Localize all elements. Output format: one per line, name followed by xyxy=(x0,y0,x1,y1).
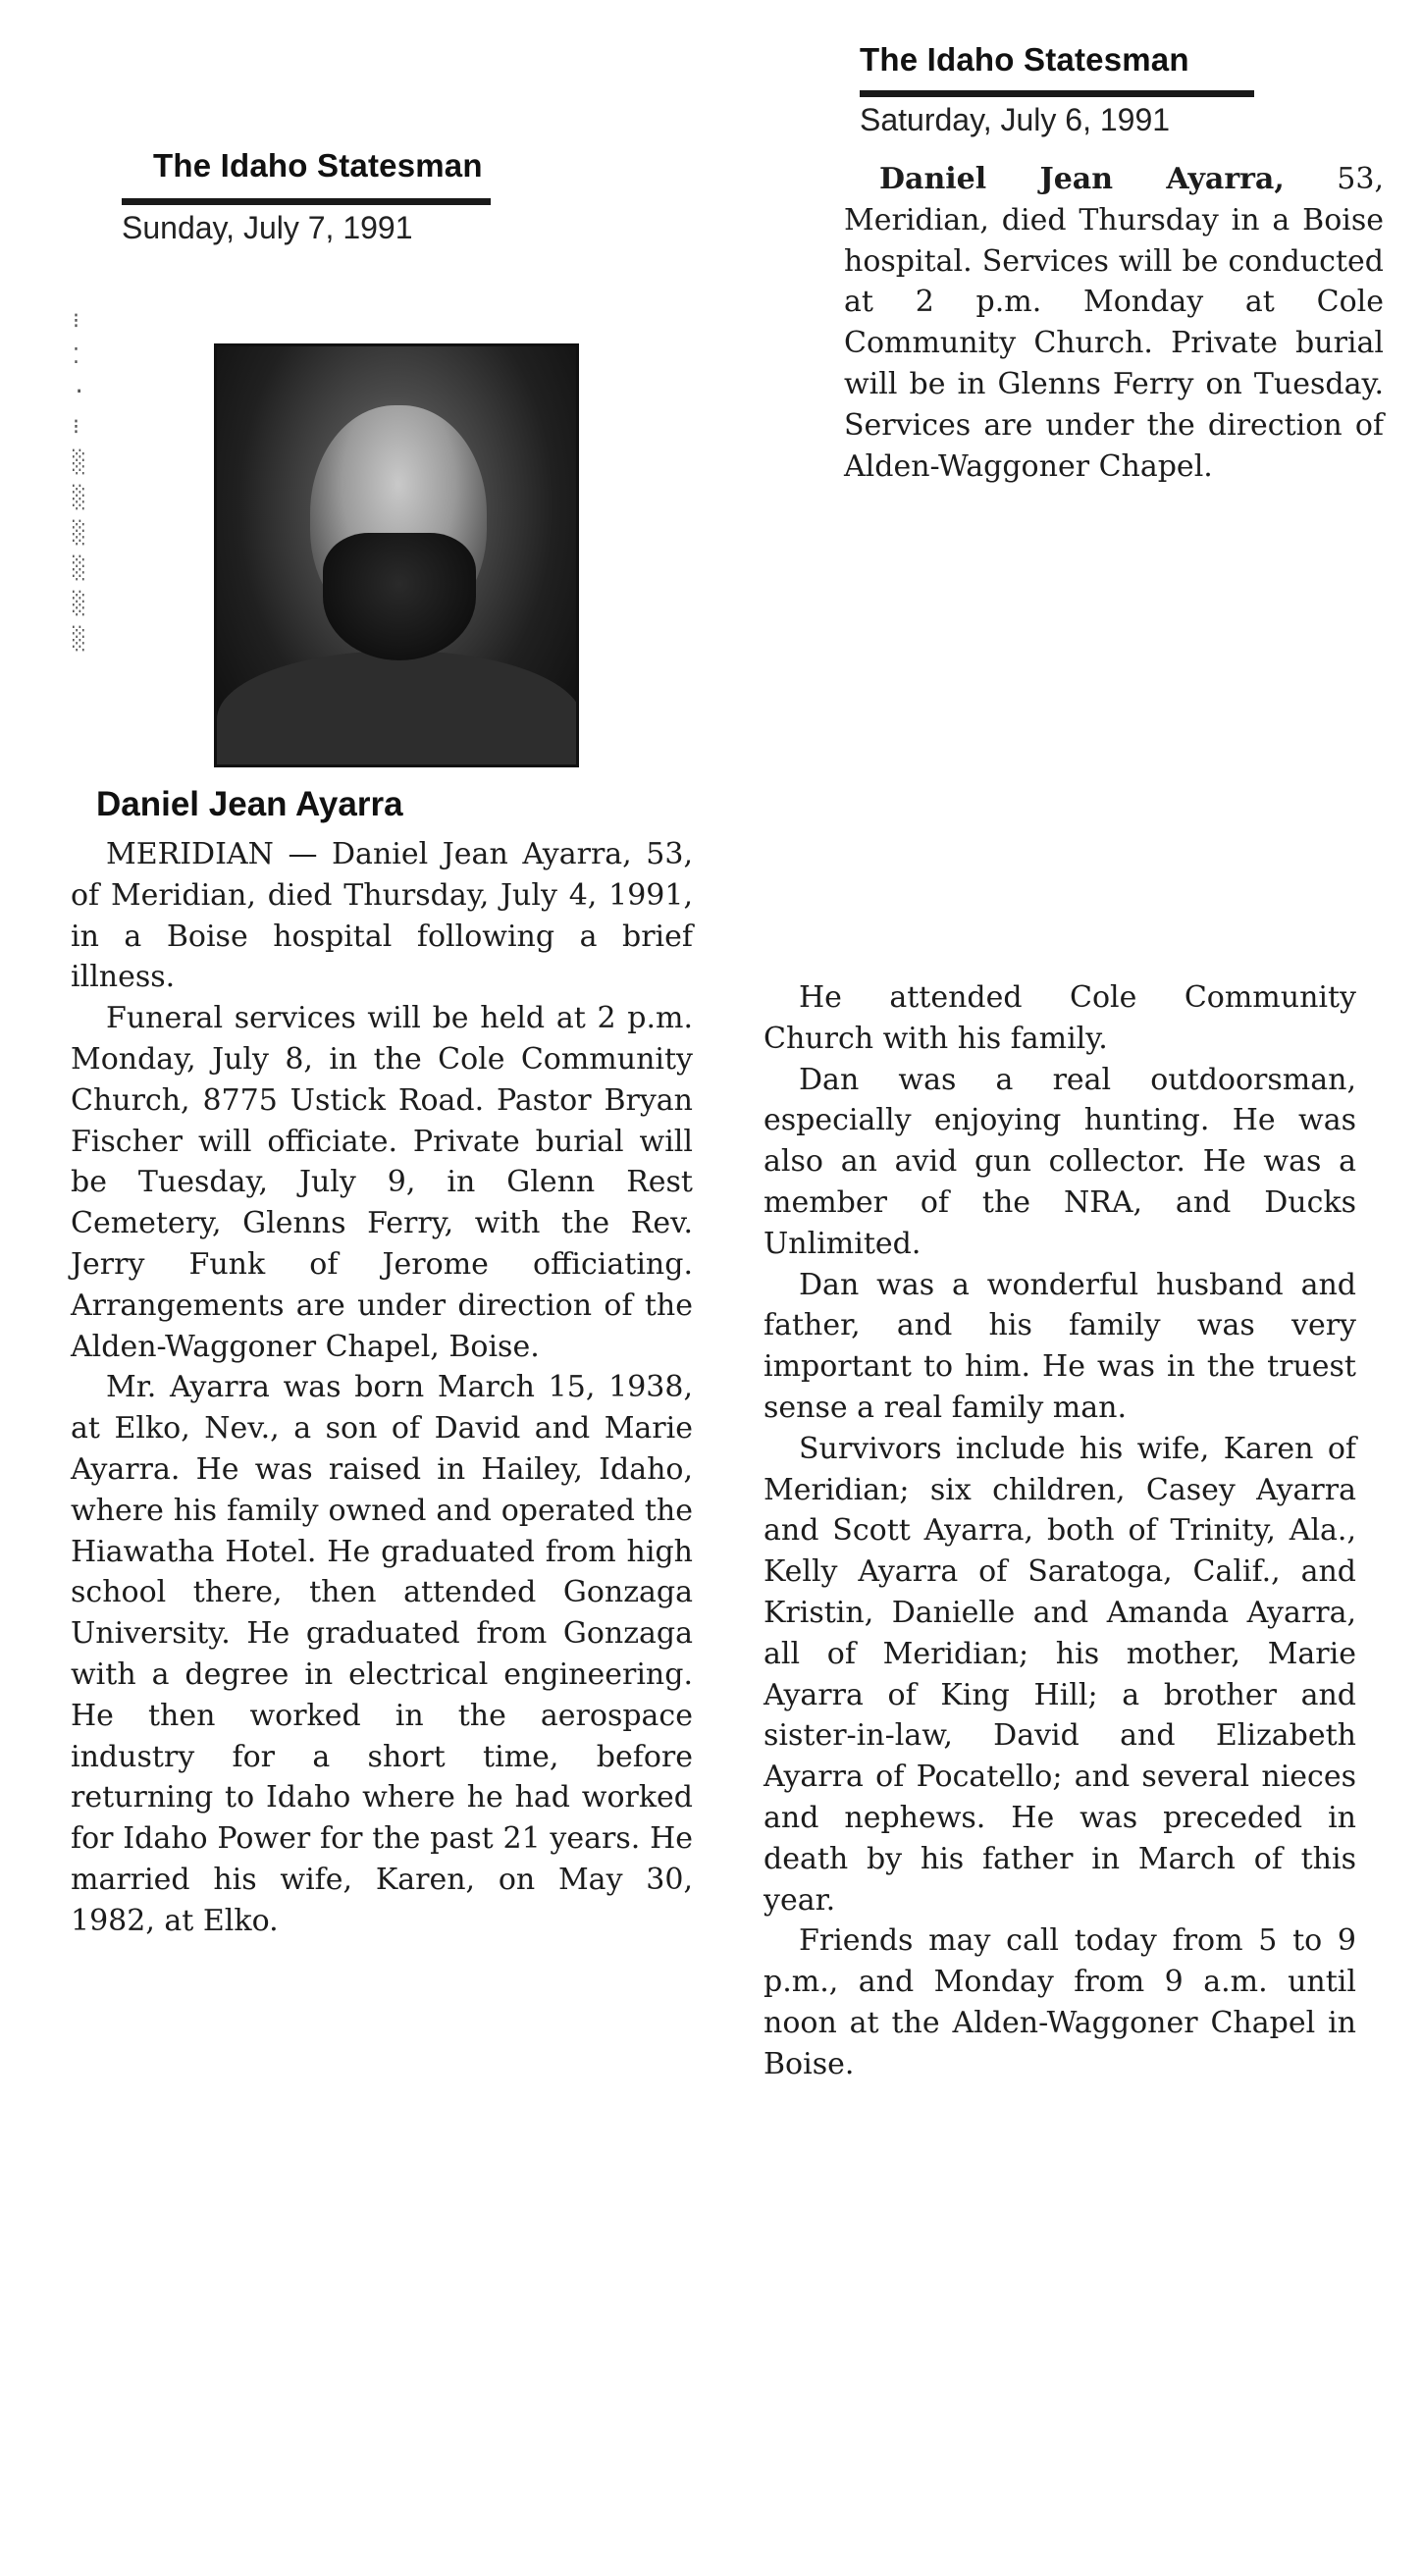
obituary-headline: Daniel Jean Ayarra xyxy=(96,785,403,823)
issue-date: Saturday, July 6, 1991 xyxy=(860,102,1171,137)
margin-debris: ⁝ ⁚ · ⁝ ░ ░ ░ ░ ░ ░ xyxy=(73,309,86,652)
masthead-rule xyxy=(122,198,491,205)
obituary-paragraph: He attended Cole Community Church with his family. xyxy=(764,980,1356,1056)
obituary-paragraph: Survivors include his wife, Karen of Meridian; six children, Casey Ayarra and Scott Ayarra, both of Trinity, Ala., Kelly Ayarra of Saratoga, Calif., and Kristin, Danielle and Amanda Ayarra, all of Meridian; his mother, Marie Ayarra of King Hill; a brother and sister-in-law, David and Elizabeth Ayarra of Pocatello; and several nieces and nephews. He was preceded in death by his father in March of this year. xyxy=(764,1431,1356,1918)
portrait-photo xyxy=(214,343,579,767)
obituary-paragraph: Friends may call today from 5 to 9 p.m., and Monday from 9 a.m. until noon at the Alden-Waggoner Chapel in Boise. xyxy=(764,1923,1356,2081)
notice-lead-name: Daniel Jean Ayarra, xyxy=(879,162,1285,196)
notice-body: 53, Meridian, died Thursday in a Boise hospital. Services will be conducted at 2 p.m. Monday at Cole Community Church. Private burial will be in Glenns Ferry on Tuesday. Services are under the direction of Alden-Waggoner Chapel. xyxy=(844,162,1384,484)
obituary-paragraph: Mr. Ayarra was born March 15, 1938, at Elko, Nev., a son of David and Marie Ayarra. He was raised in Hailey, Idaho, where his family owned and operated the Hiawatha Hotel. He graduated from high school there, then attended Gonzaga University. He graduated from Gonzaga with a degree in electrical engineering. He then worked in the aerospace industry for a short time, before returning to Idaho where he had worked for Idaho Power for the past 21 years. He married his wife, Karen, on May 30, 1982, at Elko. xyxy=(71,1370,693,1938)
masthead: The Idaho Statesman xyxy=(860,41,1189,78)
obituary-column-2 xyxy=(764,977,1356,2085)
obituary-paragraph: MERIDIAN — Daniel Jean Ayarra, 53, of Meridian, died Thursday, July 4, 1991, in a Boise hospital following a brief illness. xyxy=(71,837,693,995)
obituary-column-1 xyxy=(71,834,693,1942)
obituary-paragraph: Funeral services will be held at 2 p.m. Monday, July 8, in the Cole Community Church, 8775 Ustick Road. Pastor Bryan Fischer will officiate. Private burial will be Tuesday, July 9, in Glenn Rest Cemetery, Glenns Ferry, with the Rev. Jerry Funk of Jerome officiating. Arrangements are under direction of the Alden-Waggoner Chapel, Boise. xyxy=(71,1001,693,1364)
obituary-paragraph: Dan was a wonderful husband and father, and his family was very important to him. He was in the truest sense a real family man. xyxy=(764,1267,1356,1425)
issue-date: Sunday, July 7, 1991 xyxy=(122,210,413,245)
obituary-paragraph: Dan was a real outdoorsman, especially enjoying hunting. He was also an avid gun collector. He was a member of the NRA, and Ducks Unlimited. xyxy=(764,1062,1356,1261)
masthead: The Idaho Statesman xyxy=(153,147,483,184)
